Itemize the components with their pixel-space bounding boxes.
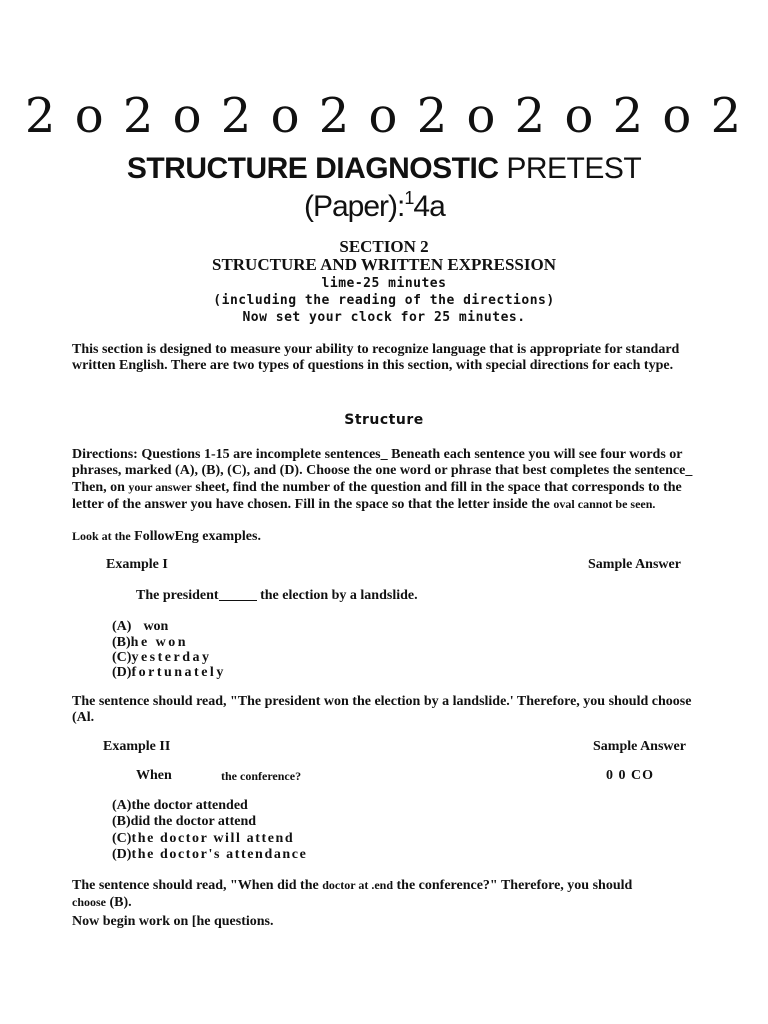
directions-small2: oval cannot be seen. [553, 497, 656, 511]
section-clock: Now set your clock for 25 minutes. [242, 310, 526, 325]
title-bold: STRUCTURE DIAGNOSTIC [126, 152, 499, 185]
example2-explanation [72, 877, 697, 911]
explanation-small: doctor at .end [322, 878, 393, 892]
section-name: STRUCTURE AND WRITTEN EXPRESSION [211, 255, 557, 274]
section-time: lime-25 minutes [321, 276, 447, 291]
explanation-part: (B). [109, 895, 132, 910]
option-letter: (B) [112, 814, 131, 829]
example2-option-c [112, 831, 294, 847]
section-including: (including the reading of the directions) [213, 293, 555, 308]
option-text: the doctor's attendance [131, 847, 308, 862]
intro-paragraph: This section is designed to measure your ability to recognize language that is appropriate for standard written English. There are two types of questions in this section, with special directions for each type. [72, 342, 680, 373]
look-at-line [72, 529, 261, 545]
example1-option-d [112, 665, 226, 681]
option-letter: (C) [112, 831, 132, 846]
title-light: PRETEST [506, 152, 642, 185]
example2-option-a [112, 798, 248, 814]
option-text: yesterday [131, 650, 212, 665]
structure-heading: Structure [344, 412, 424, 428]
option-text: did the doctor attend [130, 814, 257, 829]
look-at-small: Look at the [72, 529, 131, 543]
example1-option-c [112, 650, 211, 666]
option-text: fortunately [131, 665, 226, 680]
page-title [0, 152, 768, 186]
title-superscript: 1 [404, 188, 414, 208]
example2-option-d [112, 847, 307, 863]
example2-label: Example II [103, 739, 171, 754]
option-text: the doctor will attend [131, 831, 295, 846]
option-letter: (A) [112, 619, 132, 634]
option-text: won [143, 619, 169, 634]
option-letter: (B) [112, 635, 131, 650]
option-text: he won [130, 635, 189, 650]
title-subtitle [304, 188, 445, 224]
title-paper: (Paper): [304, 190, 405, 223]
directions-part2: sheet, find the number of the question and fill in the space that corresponds to the letter of the answer you have chosen. Fill in the space so that the letter inside the [72, 480, 682, 512]
example1-sentence [136, 588, 418, 604]
look-at-rest: FollowEng examples. [134, 529, 261, 544]
example1-option-b [112, 635, 188, 651]
option-text: the doctor attended [131, 798, 248, 813]
directions-paragraph [72, 447, 697, 513]
explanation-part: the conference?" Therefore, you should [396, 878, 633, 893]
example2-sentence-rest: the conference? [221, 769, 302, 783]
title-code: 4a [413, 190, 445, 223]
explanation-small: choose [72, 895, 106, 909]
option-letter: (D) [112, 847, 132, 862]
option-letter: (C) [112, 650, 132, 665]
example2-option-b [112, 814, 256, 830]
header-pattern: 2 o 2 o 2 o 2 o 2 o 2 o 2 o 2 [24, 88, 744, 144]
directions-part1: Directions: Questions 1-15 are incomplete sentences_ Beneath each sentence you will see four words or phrases, marked (A), (B), (C), and (D). Choose the one word or phrase that best completes the sentence_ Then, on [72, 447, 693, 495]
example1-option-a [112, 619, 168, 635]
example2-sample-bubbles: 0 0 CO [606, 768, 654, 783]
example2-sentence-when: When [136, 768, 172, 783]
example1-sample-answer-label: Sample Answer [588, 557, 681, 572]
explanation-part: The sentence should read, "When did the [72, 878, 319, 893]
begin-instruction: Now begin work on [he questions. [72, 914, 274, 929]
answer-blank [219, 600, 257, 601]
section-number: SECTION 2 [339, 237, 429, 256]
option-letter: (A) [112, 798, 132, 813]
example2-sample-answer-label: Sample Answer [593, 739, 686, 754]
example1-sentence-after: the election by a landslide. [260, 588, 418, 603]
example1-explanation: The sentence should read, "The president won the election by a landslide.' Therefore, you should choose (Al. [72, 694, 692, 725]
example1-label: Example I [106, 557, 168, 572]
directions-small1: your answer [128, 480, 192, 494]
option-letter: (D) [112, 665, 132, 680]
example1-sentence-before: The president [136, 588, 219, 603]
